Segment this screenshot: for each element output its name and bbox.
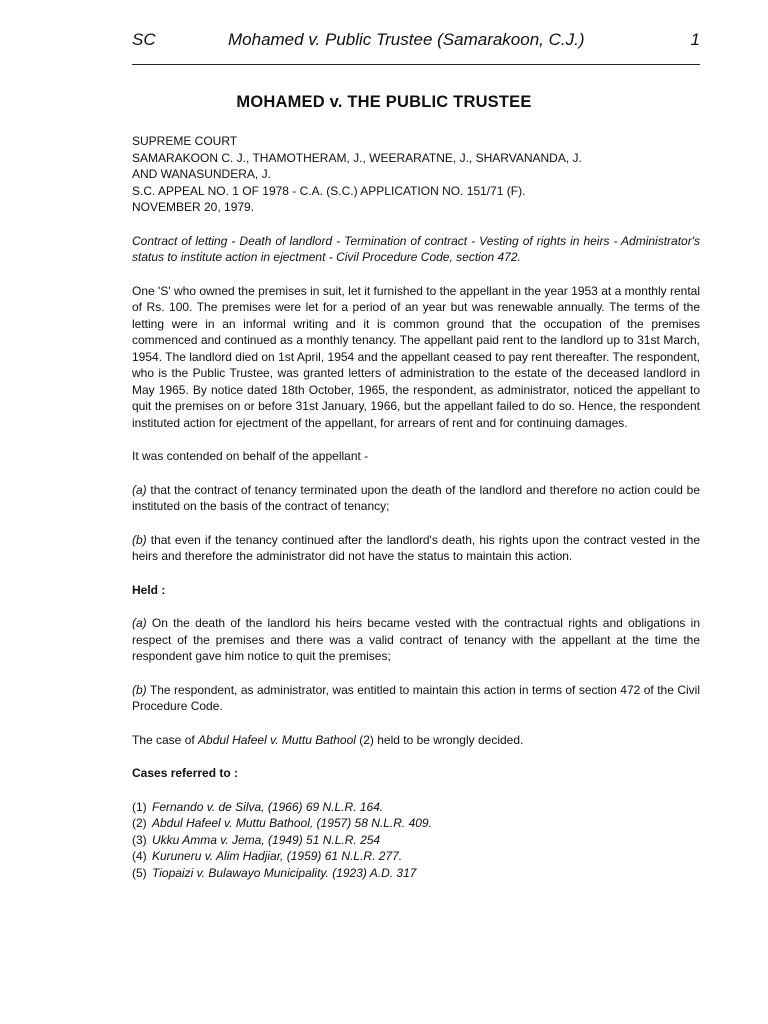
cases-list	[132, 799, 700, 882]
held-a-text: On the death of the landlord his heirs became vested with the contractual rights and obligations in respect of the premises and there was a valid contract of tenancy with the appellant at the time the respondent gave him notice to quit the premises;	[132, 616, 700, 663]
case-citation: Kuruneru v. Alim Hadjiar, (1959) 61 N.L.R. 277.	[152, 849, 403, 863]
held-a-label: (a)	[132, 616, 147, 630]
held-b-text: The respondent, as administrator, was entitled to maintain this action in terms of section 472 of the Civil Procedure Code.	[132, 682, 700, 713]
catchwords: Contract of letting - Death of landlord - Termination of contract - Vesting of rights in heirs - Administrator's status to institute action in ejectment - Civil Procedure Code, section 472.	[132, 233, 700, 264]
list-item	[132, 832, 700, 849]
case-meta	[132, 133, 700, 216]
overruled-statement	[132, 732, 700, 749]
case-citation: Tiopaizi v. Bulawayo Municipality. (1923) A.D. 317	[152, 865, 417, 880]
document-body	[132, 133, 700, 881]
held-label: Held :	[132, 582, 166, 597]
running-header	[132, 30, 700, 65]
page-number: 1	[690, 30, 700, 49]
contention-b-label: (b)	[132, 532, 147, 547]
held-b	[132, 682, 700, 715]
case-citation: Abdul Hafeel v. Muttu Bathool, (1957) 58 N.L.R. 409.	[152, 816, 432, 830]
case-title: MOHAMED v. THE PUBLIC TRUSTEE	[236, 93, 532, 111]
overruled-prefix: The case of	[132, 732, 199, 747]
contention-b-text: that even if the tenancy continued after the landlord's death, his rights upon the contract vested in the heirs and therefore the administrator did not have the status to maintain this action.	[132, 532, 700, 563]
court-abbrev: SC	[132, 30, 156, 49]
meta-line: NOVEMBER 20, 1979.	[132, 200, 255, 214]
case-citation: Ukku Amma v. Jema, (1949) 51 N.L.R. 254	[152, 832, 381, 847]
contention-a	[132, 482, 700, 515]
meta-line: S.C. APPEAL NO. 1 OF 1978 - C.A. (S.C.) APPLICATION NO. 151/71 (F).	[132, 183, 526, 198]
contention-intro: It was contended on behalf of the appellant -	[132, 449, 369, 463]
held-b-label: (b)	[132, 682, 147, 697]
overruled-case: Abdul Hafeel v. Muttu Bathool	[198, 732, 356, 747]
contention-a-text: that the contract of tenancy terminated upon the death of the landlord and therefore no action could be instituted on the basis of the contract of tenancy;	[132, 482, 700, 513]
list-item	[132, 865, 700, 882]
meta-line: SUPREME COURT	[132, 134, 238, 148]
case-number: (5)	[132, 865, 147, 880]
running-title: Mohamed v. Public Trustee (Samarakoon, C.J.)	[228, 30, 585, 49]
meta-line: AND WANASUNDERA, J.	[132, 167, 271, 181]
list-item	[132, 848, 700, 865]
contention-a-label: (a)	[132, 482, 147, 497]
case-number: (4)	[132, 849, 147, 863]
cases-label: Cases referred to :	[132, 766, 239, 780]
list-item	[132, 799, 700, 816]
case-number: (1)	[132, 799, 147, 814]
case-number: (3)	[132, 832, 147, 847]
overruled-suffix: (2) held to be wrongly decided.	[355, 732, 524, 747]
meta-line: SAMARAKOON C. J., THAMOTHERAM, J., WEERARATNE, J., SHARVANANDA, J.	[132, 150, 582, 165]
contention-b	[132, 532, 700, 565]
held-a	[132, 615, 700, 665]
case-number: (2)	[132, 816, 147, 830]
case-citation: Fernando v. de Silva, (1966) 69 N.L.R. 164.	[152, 799, 384, 814]
list-item	[132, 815, 700, 832]
facts-paragraph: One 'S' who owned the premises in suit, let it furnished to the appellant in the year 1953 at a monthly rental of Rs. 100. The premises were let for a period of an year but was renewable annually. The terms of the letting were in an informal writing and it is common ground that the occupation of the premises commenced and continued as a monthly tenancy. The appellant paid rent to the landlord up to 31st March, 1954. The landlord died on 1st April, 1954 and the appellant ceased to pay rent thereafter. The respondent, who is the Public Trustee, was granted letters of administration to the estate of the deceased landlord in May 1965. By notice dated 18th October, 1965, the respondent, as administrator, noticed the appellant to quit the premises on or before 31st January, 1966, but the appellant failed to do so. Hence, the respondent instituted action for ejectment of the appellant, for arrears of rent and for continuing damages.	[132, 283, 700, 430]
